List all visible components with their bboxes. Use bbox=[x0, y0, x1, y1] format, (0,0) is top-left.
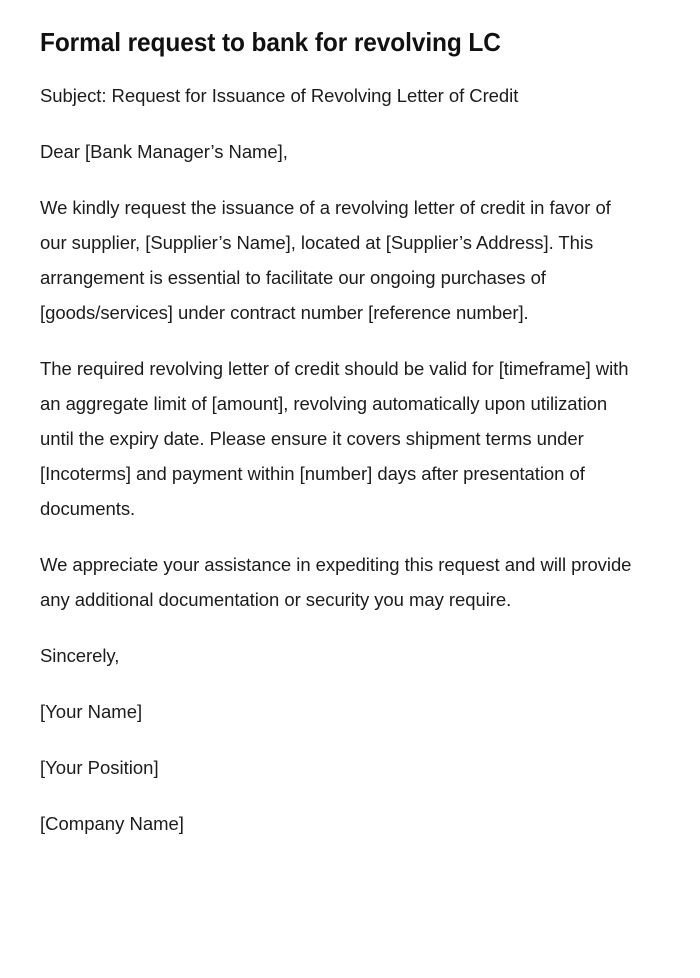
salutation: Dear [Bank Manager’s Name], bbox=[40, 141, 288, 162]
page-title: Formal request to bank for revolving LC bbox=[40, 27, 501, 57]
closing-salutation: Sincerely, bbox=[40, 645, 120, 666]
body-paragraph-1: We kindly request the issuance of a revolving letter of credit in favor of our supplier, [Supplier’s Name], located at [Supplier’s Address]. This arrangement is essential to facilitate our ongoing purchases of [goods/services] under contract number [reference number]. bbox=[40, 197, 611, 323]
subject-line: Subject: Request for Issuance of Revolving Letter of Credit bbox=[40, 85, 519, 106]
signature-company-name: [Company Name] bbox=[40, 813, 184, 834]
body-paragraph-3: We appreciate your assistance in expediting this request and will provide any additional documentation or security you may require. bbox=[40, 554, 632, 610]
signature-your-name: [Your Name] bbox=[40, 701, 143, 722]
body-paragraph-2: The required revolving letter of credit should be valid for [timeframe] with an aggregate limit of [amount], revolving automatically upon utilization until the expiry date. Please ensure it covers shipment terms under [Incoterms] and payment within [number] days after presentation of documents. bbox=[40, 358, 629, 519]
signature-your-position: [Your Position] bbox=[40, 757, 159, 778]
